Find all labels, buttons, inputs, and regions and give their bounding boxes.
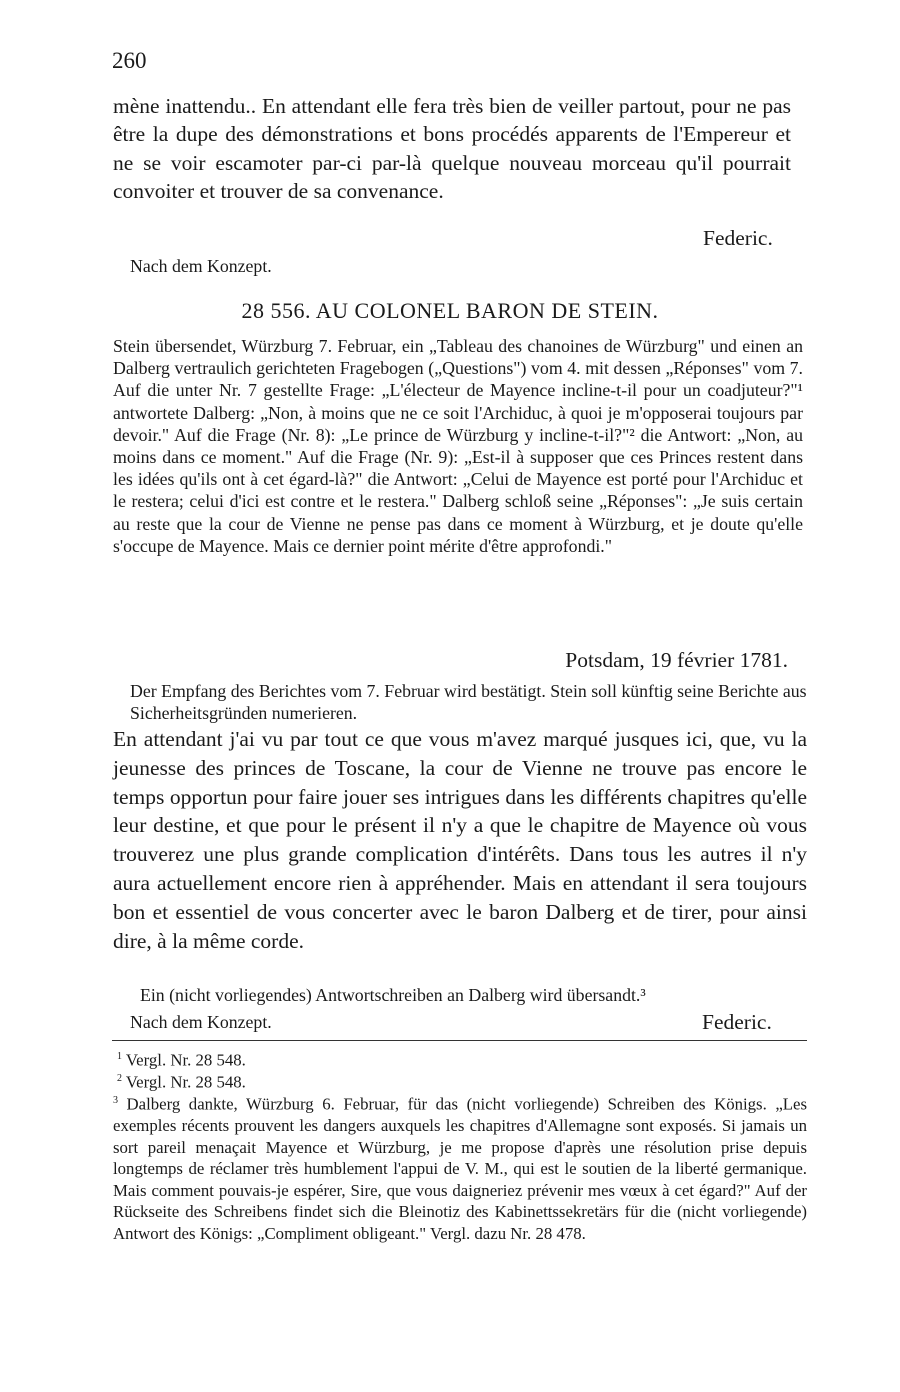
letter-summary: Stein übersendet, Würzburg 7. Februar, ein „Tableau des chanoines de Würzburg" und einen an Dalberg vertraulich gerichteten Fragebogen („Questions") vom 4. mit dessen „Réponses" vom 7. Auf die unter Nr. 7 gestellte Frage: „L'électeur de Mayence incline-t-il pour un coadjuteur?"¹ antwortete Dalberg: „Non, à moins que ne ce soit l'Archiduc, à quoi je m'opposerai toujours par devoir." Auf die Frage (Nr. 8): „Le prince de Würzburg y incline-t-il?"² die Antwort: „Non, au moins dans ce moment." Auf die Frage (Nr. 9): „Est-il à supposer que ces Princes restent dans les idées qu'ils ont à cet égard-là?" die Antwort: „Celui de Mayence est porté pour l'Archiduc et le restera; celui d'ici est contre et le restera." Dalberg schloß seine „Réponses": „Je suis certain au reste que la cour de Vienne ne pense pas dans ce moment à Würzburg, et je doute qu'elle s'occupe de Mayence. Mais ce dernier point mérite d'être approfondi." xyxy=(113,336,803,556)
editorial-note: Der Empfang des Berichtes vom 7. Februar wird bestätigt. Stein soll künftig seine Berichte aus Sicherheitsgründen numerieren. xyxy=(130,681,807,724)
footnote-text: Vergl. Nr. 28 548. xyxy=(125,1072,246,1092)
signature: Federic. xyxy=(702,1010,772,1034)
footnote-3 xyxy=(113,1090,807,1244)
source-note: Nach dem Konzept. xyxy=(130,1012,272,1032)
footnote-text: Dalberg dankte, Würzburg 6. Februar, für das (nicht vorliegende) Schreiben des Königs. „Les exemples récents prouvent les dangers auxquels les chapitres d'Allemagne sont exposés. Si jamais un sort pareil menaçait Mayence et Würzburg, je me propose d'après une résolution prise depuis longtemps de réclamer très humblement l'appui de V. M., qui est le soutien de la liberté germanique. Mais comment pouvais-je espérer, Sire, que vous daigneriez prévenir mes vœux à cet égard?" Auf der Rückseite des Schreibens findet sich die Bleinotiz des Kabinettssekretärs für die (nicht vorliegende) Antwort des Königs: „Compliment obligeant." Vergl. dazu Nr. 28 478. xyxy=(113,1094,807,1243)
letter-body: En attendant j'ai vu par tout ce que vous m'avez marqué jusques ici, que, vu la jeunesse des princes de Toscane, la cour de Vienne ne trouve pas encore le temps opportun pour faire jouer ses intrigues dans les différents chapitres qu'elle leur destine, et que pour le présent il n'y a que le chapitre de Mayence où vous trouverez une plus grande complication d'intérêts. Dans tous les autres il n'y aura actuellement encore rien à appréhender. Mais en attendant il sera toujours bon et essentiel de vous concerter avec le baron Dalberg et de tirer, pour ainsi dire, à la même corde. xyxy=(113,727,807,953)
source-note: Nach dem Konzept. xyxy=(130,256,272,276)
footnote-text: Vergl. Nr. 28 548. xyxy=(125,1050,246,1070)
footnote-mark: 3 xyxy=(113,1095,118,1106)
page-number: 260 xyxy=(112,48,147,73)
footnote-mark: 2 xyxy=(117,1073,122,1084)
footnote-divider xyxy=(112,1040,807,1041)
editorial-note-enclosure: Ein (nicht vorliegendes) Antwortschreiben an Dalberg wird übersandt.³ xyxy=(140,985,646,1005)
letter-heading: 28 556. AU COLONEL BARON DE STEIN. xyxy=(241,298,659,323)
signature: Federic. xyxy=(703,226,773,250)
dateline: Potsdam, 19 février 1781. xyxy=(565,648,788,672)
footnote-mark: 1 xyxy=(117,1051,122,1062)
continuation-paragraph: mène inattendu.. En attendant elle fera très bien de veiller partout, pour ne pas être la dupe des démonstrations et bons procédés apparents de l'Empereur et ne se voir escamoter par-ci par-là quelque nouveau morceau qu'il pourrait convoiter et trouver de sa convenance. xyxy=(113,94,791,204)
